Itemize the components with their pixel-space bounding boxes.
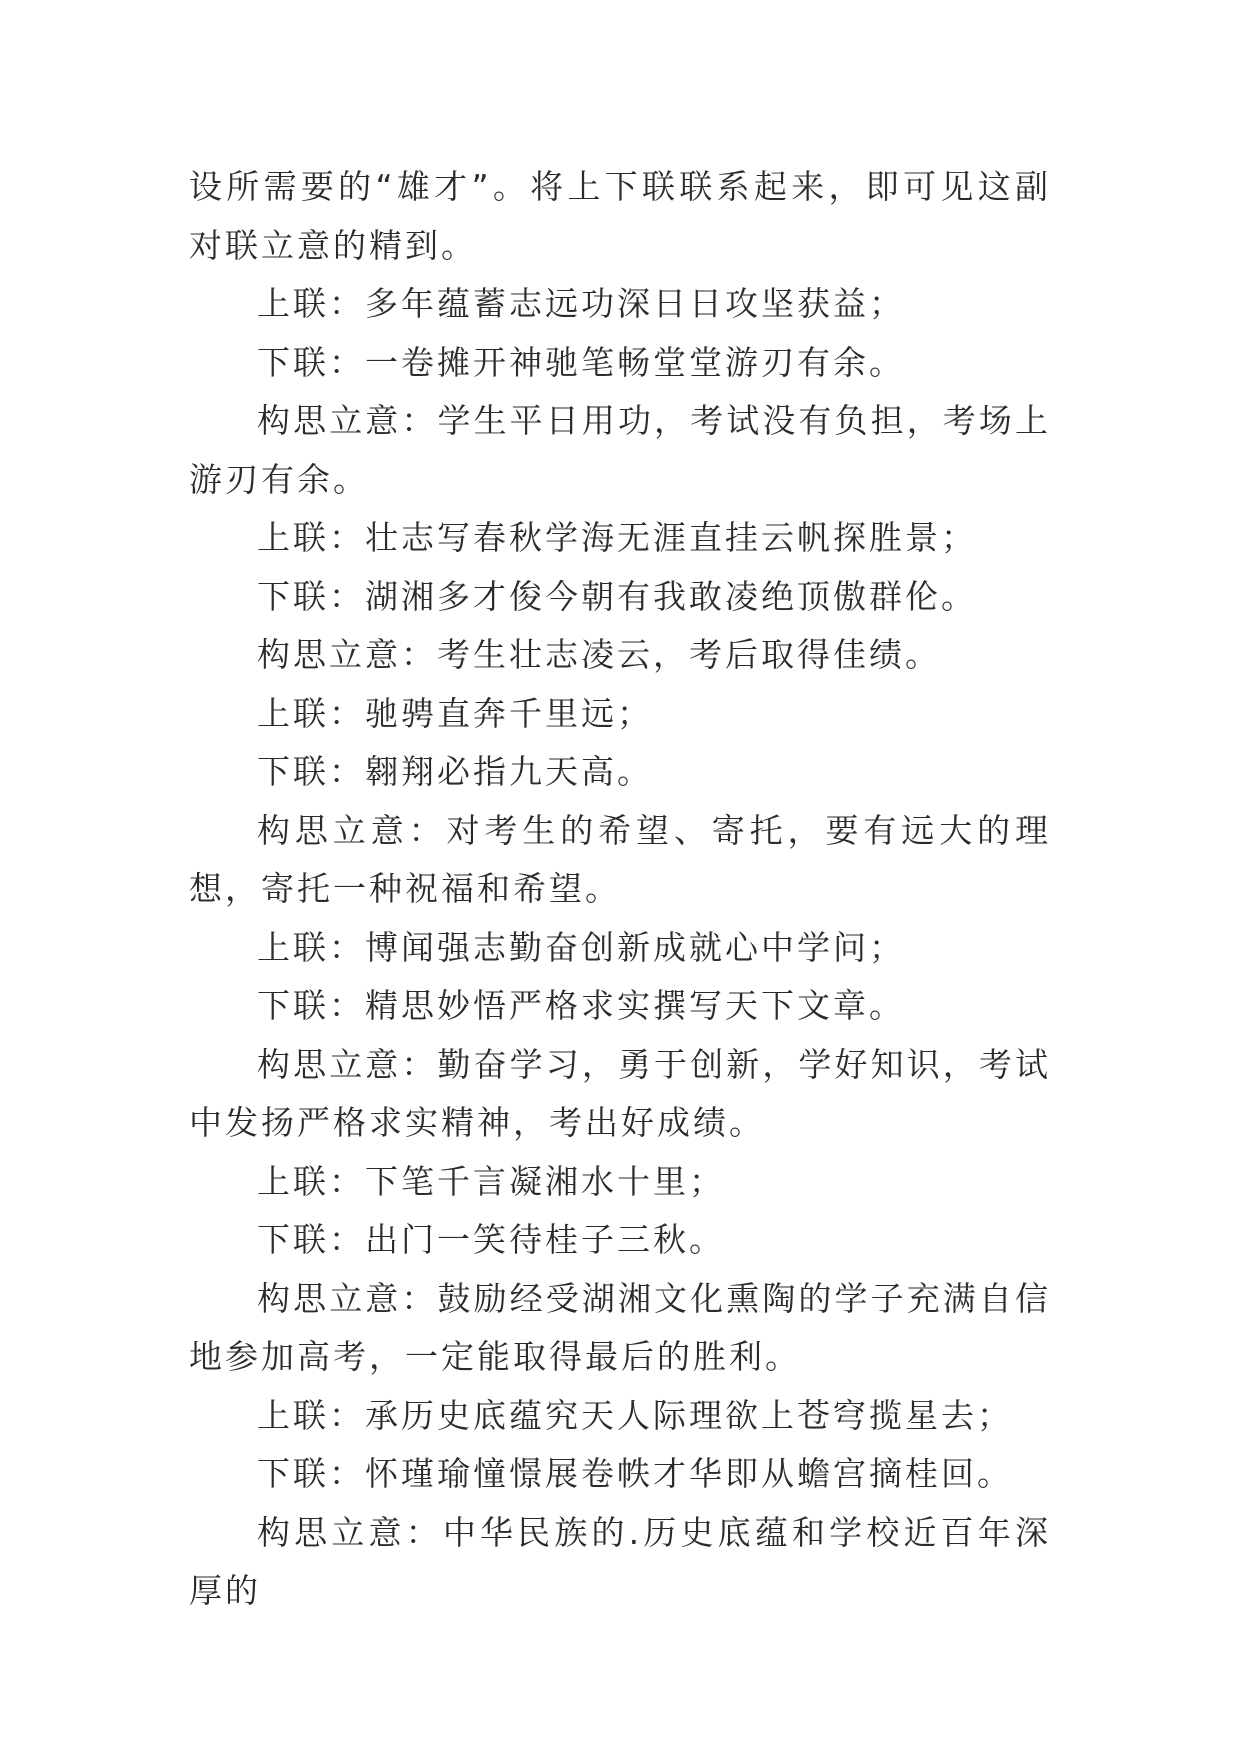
paragraph: 下联：精思妙悟严格求实撰写天下文章。 [257,986,905,1025]
paragraph: 上联：驰骋直奔千里远； [257,693,653,733]
paragraph: 下联：出门一笑待桂子三秋。 [257,1220,725,1259]
paragraph: 下联：一卷摊开神驰笔畅堂堂游刃有余。 [257,342,905,382]
document-body [189,158,1051,1621]
paragraph: 上联：博闻强志勤奋创新成就心中学问； [257,927,905,967]
paragraph: 设所需要的“雄才”。将上下联联系起来，即可见这副对联立意的精到。 [189,167,1051,265]
paragraph: 下联：翱翔必指九天高。 [257,752,653,791]
paragraph: 构思立意：学生平日用功，考试没有负担，考场上游刃有余。 [189,401,1051,499]
paragraph: 构思立意：鼓励经受湖湘文化熏陶的学子充满自信地参加高考，一定能取得最后的胜利。 [189,1278,1051,1376]
paragraph: 构思立意：考生壮志凌云，考后取得佳绩。 [257,635,941,674]
paragraph: 下联：怀瑾瑜憧憬展卷帙才华即从蟾宫摘桂回。 [257,1454,1013,1493]
paragraph: 上联：多年蕴蓄志远功深日日攻坚获益； [257,284,905,323]
paragraph: 下联：湖湘多才俊今朝有我敢凌绝顶傲群伦。 [257,576,977,616]
paragraph: 上联：承历史底蕴究天人际理欲上苍穹揽星去； [257,1395,1013,1435]
paragraph: 上联：下笔千言凝湘水十里； [257,1161,725,1201]
paragraph: 构思立意：中华民族的.历史底蕴和学校近百年深厚的 [189,1512,1051,1610]
paragraph: 上联：壮志写春秋学海无涯直挂云帆探胜景； [257,518,977,557]
paragraph: 构思立意：勤奋学习，勇于创新，学好知识，考试中发扬严格求实精神，考出好成绩。 [189,1044,1051,1142]
paragraph: 构思立意：对考生的希望、寄托，要有远大的理想，寄托一种祝福和希望。 [189,810,1051,908]
